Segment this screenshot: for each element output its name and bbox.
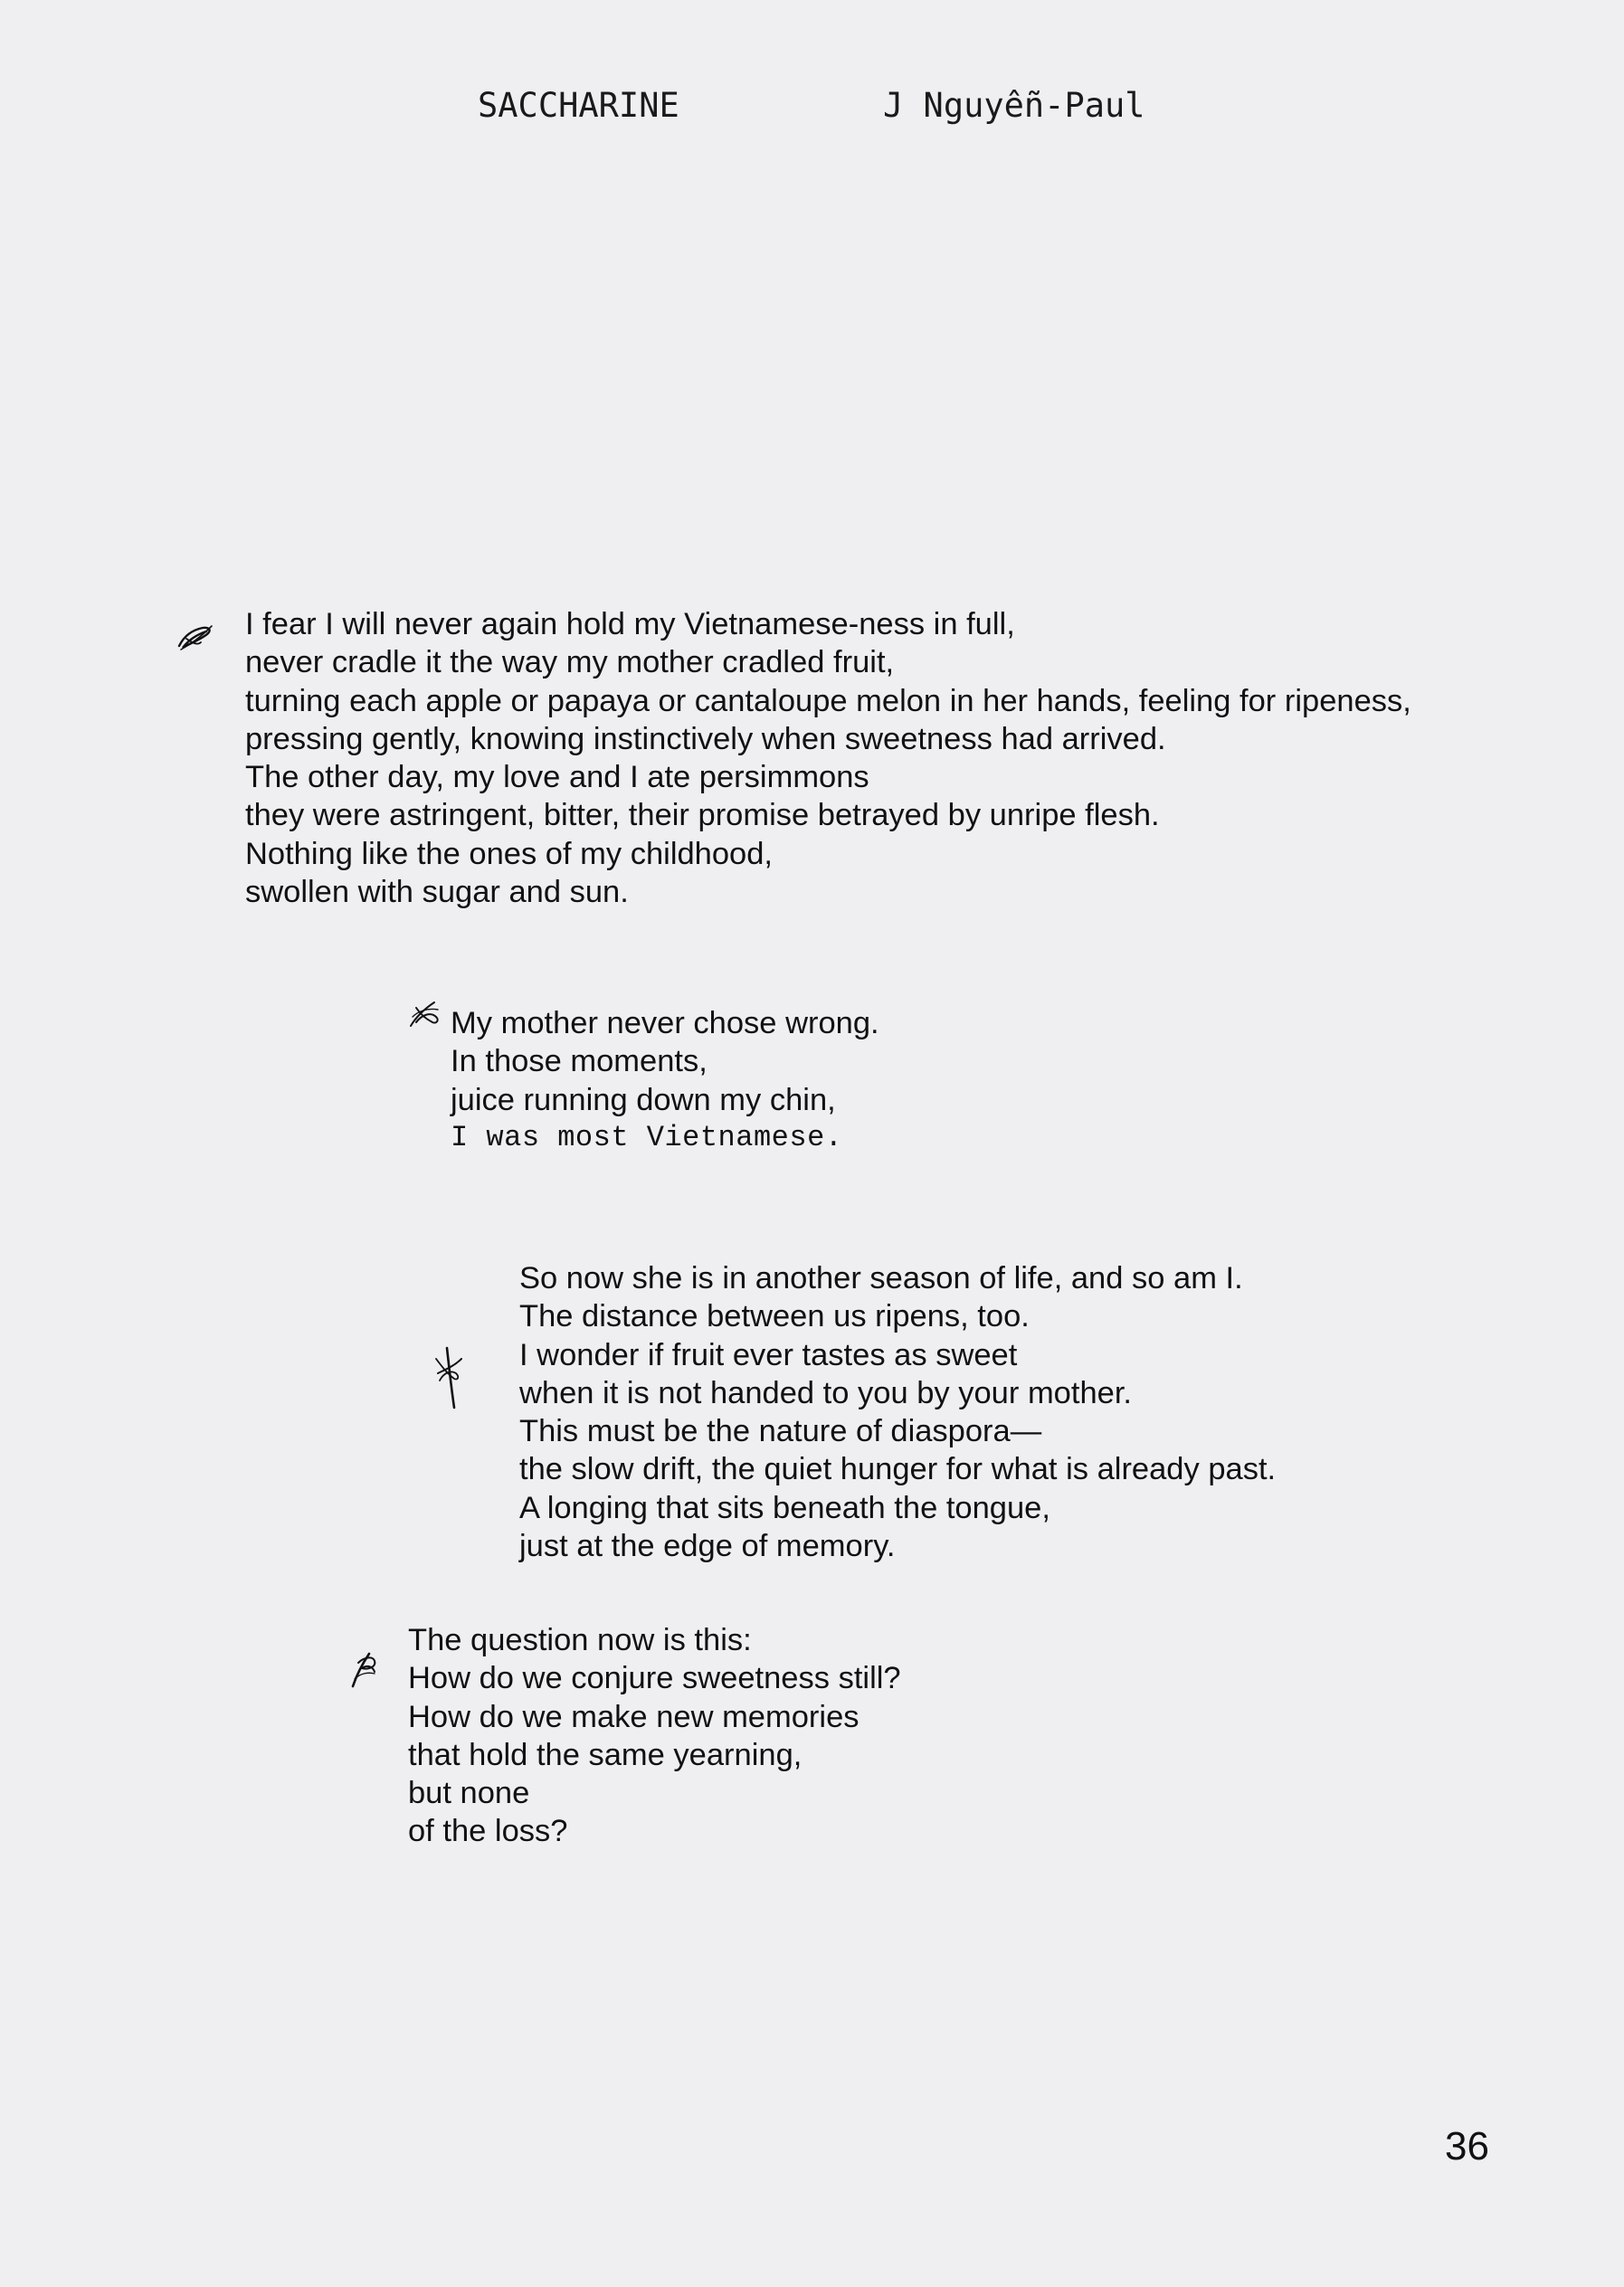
- poem-line: pressing gently, knowing instinctively when sweetness had arrived.: [245, 721, 1166, 756]
- poem-line: So now she is in another season of life, and so am I.: [519, 1261, 1243, 1295]
- stanza-2: [451, 1004, 879, 1157]
- poem-line: turning each apple or papaya or cantaloupe melon in her hands, feeling for ripeness,: [245, 683, 1411, 718]
- stanza-3: [519, 1259, 1276, 1565]
- poem-line: The question now is this:: [408, 1623, 752, 1657]
- poem-line: swollen with sugar and sun.: [245, 875, 629, 910]
- scribble-mark-icon: [347, 1648, 380, 1690]
- poem-title: SACCHARINE: [478, 86, 679, 125]
- poem-line: juice running down my chin,: [451, 1082, 836, 1117]
- poem-line: In those moments,: [451, 1044, 708, 1079]
- scribble-mark-icon: [432, 1346, 465, 1411]
- stanza-1: [245, 605, 1411, 911]
- poem-line: I wonder if fruit ever tastes as sweet: [519, 1337, 1018, 1372]
- poem-line: How do we conjure sweetness still?: [408, 1661, 901, 1696]
- scribble-mark-icon: [176, 622, 215, 653]
- poem-line: just at the edge of memory.: [519, 1529, 896, 1564]
- poem-line: My mother never chose wrong.: [451, 1006, 879, 1040]
- stanza-4: [408, 1621, 901, 1851]
- poem-line: I fear I will never again hold my Vietnamese-ness in full,: [245, 607, 1015, 641]
- poem-line: A longing that sits beneath the tongue,: [519, 1490, 1050, 1525]
- poem-line: How do we make new memories: [408, 1699, 859, 1734]
- poem-line: never cradle it the way my mother cradled fruit,: [245, 645, 895, 680]
- poem-line: The other day, my love and I ate persimmons: [245, 760, 869, 795]
- poem-line-emphasis: I was most Vietnamese.: [451, 1120, 843, 1154]
- poem-line: but none: [408, 1776, 530, 1811]
- poem-line: they were astringent, bitter, their promise betrayed by unripe flesh.: [245, 798, 1160, 833]
- page-number: 36: [1445, 2124, 1489, 2168]
- poem-line: Nothing like the ones of my childhood,: [245, 836, 774, 871]
- poem-line: of the loss?: [408, 1814, 568, 1849]
- poem-line: that hold the same yearning,: [408, 1737, 803, 1772]
- scribble-mark-icon: [407, 999, 443, 1031]
- poem-line: the slow drift, the quiet hunger for what is already past.: [519, 1452, 1277, 1487]
- poem-line: when it is not handed to you by your mother.: [519, 1375, 1132, 1410]
- poem-line: This must be the nature of diaspora—: [519, 1414, 1042, 1449]
- poem-line: The distance between us ripens, too.: [519, 1299, 1030, 1334]
- poem-author: J Nguyễn-Paul: [883, 86, 1145, 125]
